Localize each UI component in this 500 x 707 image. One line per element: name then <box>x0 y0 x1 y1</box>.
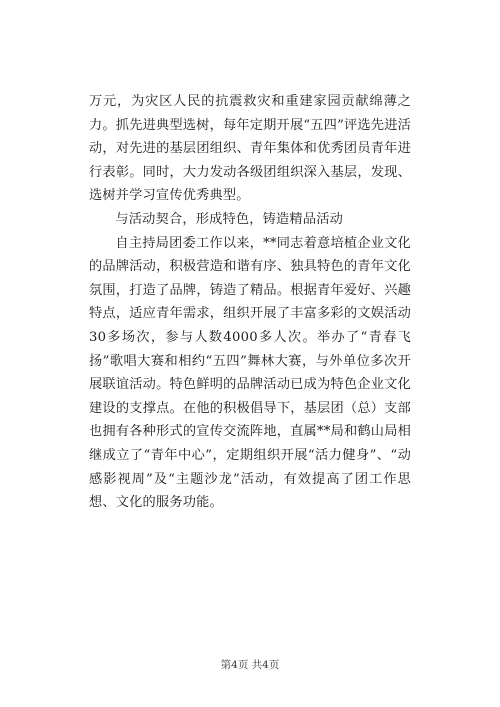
document-body <box>89 90 411 515</box>
paragraph-continuation: 万元，为灾区人民的抗震救灾和重建家园贡献绵薄之力。抓先进典型选树，每年定期开展“五四”评选先进活动，对先进的基层团组织、青年集体和优秀团员青年进行表彰。同时，大力发动各级团组织深入基层，发现、选树并学习宣传优秀典型。 <box>89 94 411 204</box>
paragraph-activities: 自主持局团委工作以来，**同志着意培植企业文化的品牌活动，积极营造和谐有序、独具特色的青年文化氛围，打造了品牌，铸造了精品。根据青年爱好、兴趣特点，适应青年需求，组织开展了丰富多彩的文娱活动30多场次，参与人数4000多人次。举办了“青春飞扬”歌唱大赛和相约“五四”舞林大赛，与外单位多次开展联谊活动。特色鲜明的品牌活动已成为特色企业文化建设的支撑点。在他的积极倡导下，基层团（总）支部也拥有各种形式的宣传交流阵地，直属**局和鹤山局相继成立了“青年中心”，定期组织开展“活力健身”、“动感影视周”及“主题沙龙”活动，有效提高了团工作思想、文化的服务功能。 <box>89 235 411 511</box>
page-number-footer: 第4页 共4页 <box>220 659 280 671</box>
section-heading: 与活动契合，形成特色，铸造精品活动 <box>115 211 343 227</box>
